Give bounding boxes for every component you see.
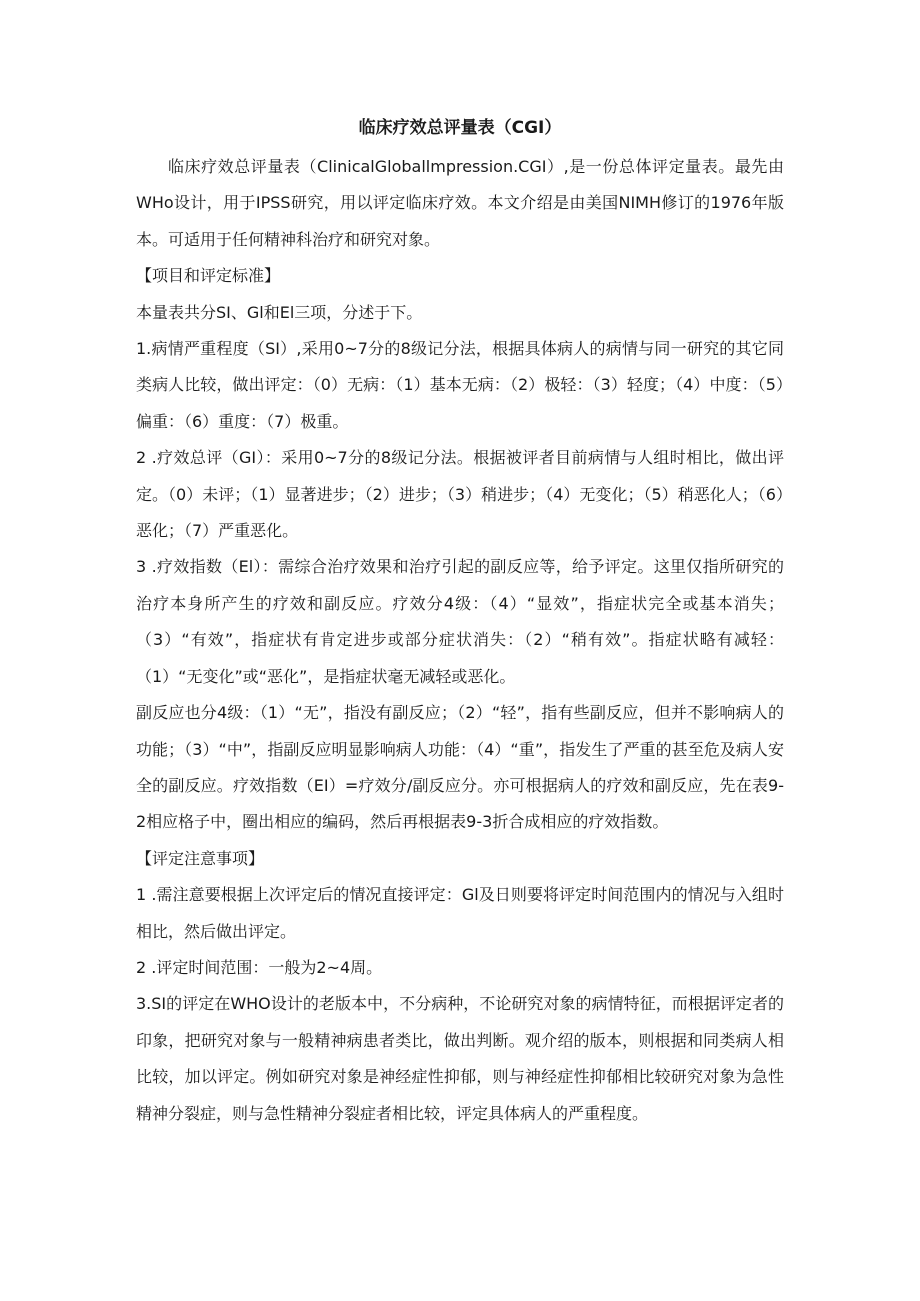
page-title (136, 113, 784, 143)
note-3: 3.SI的评定在WHO设计的老版本中，不分病种，不论研究对象的病情特征，而根据评定者的印象，把研究对象与一般精神病患者类比，做出判断。观介绍的版本，则根据和同类病人相比较，加以评定。例如研究对象是神经症性抑郁，则与神经症性抑郁相比较研究对象为急性精神分裂症，则与急性精神分裂症者相比较，评定具体病人的严重程度。 (136, 994, 784, 1123)
section-lead: 本量表共分SI、Gl和El三项，分述于下。 (136, 302, 423, 322)
item-efficacy-index: 3 .疗效指数（El）：需综合治疗效果和治疗引起的副反应等，给予评定。这里仅指所研究的治疗本身所产生的疗效和副反应。疗效分4级：（4）“显效”，指症状完全或基本消失；（3）“有效”，指症状有肯定进步或部分症状消失：（2）“稍有效”。指症状略有减轻：（1）“无变化”或“恶化”，是指症状毫无减轻或恶化。 (136, 557, 784, 686)
title-abbr: CGI (511, 118, 545, 138)
item-global-improvement: 2 .疗效总评（GI）：采用0~7分的8级记分法。根据被评者目前病情与人组时相比，做出评定。（0）未评；（1）显著进步；（2）进步；（3）稍进步；（4）无变化；（5）稍恶化人；（6）恶化；（7）严重恶化。 (136, 448, 784, 541)
intro-paragraph: 临床疗效总评量表（ClinicalGloballmpression.CGI）,是一份总体评定量表。最先由WHo设计，用于IPSS研究，用以评定临床疗效。本文介绍是由美国NIMH修订的1976年版本。可适用于任何精神科治疗和研究对象。 (136, 157, 784, 249)
side-effects-paragraph: 副反应也分4级：（1）“无”，指没有副反应；（2）“轻”，指有些副反应，但并不影响病人的功能；（3）“中”，指副反应明显影响病人功能：（4）“重”，指发生了严重的甚至危及病人安全的副反应。疗效指数（EI）=疗效分/副反应分。亦可根据病人的疗效和副反应，先在表9-2相应格子中，圈出相应的编码，然后再根据表9-3折合成相应的疗效指数。 (136, 703, 784, 832)
section-heading-notes: 【评定注意事项】 (136, 848, 265, 868)
note-2: 2 .评定时间范围：一般为2~4周。 (136, 957, 383, 977)
title-text: 临床疗效总评量表（ (358, 118, 512, 138)
section-heading-items: 【项目和评定标准】 (136, 266, 281, 286)
item-severity: 1.病情严重程度（SI）,采用0~7分的8级记分法，根据具体病人的病情与同一研究的其它同类病人比较，做出评定：（0）无病：（1）基本无病：（2）极轻：（3）轻度；（4）中度：（5）偏重：（6）重度：（7）极重。 (136, 339, 784, 431)
document-body (136, 113, 784, 1132)
note-1: 1 .需注意要根据上次评定后的情况直接评定：Gl及日则要将评定时间范围内的情况与入组时相比，然后做出评定。 (136, 885, 784, 941)
title-end: ） (544, 118, 562, 138)
